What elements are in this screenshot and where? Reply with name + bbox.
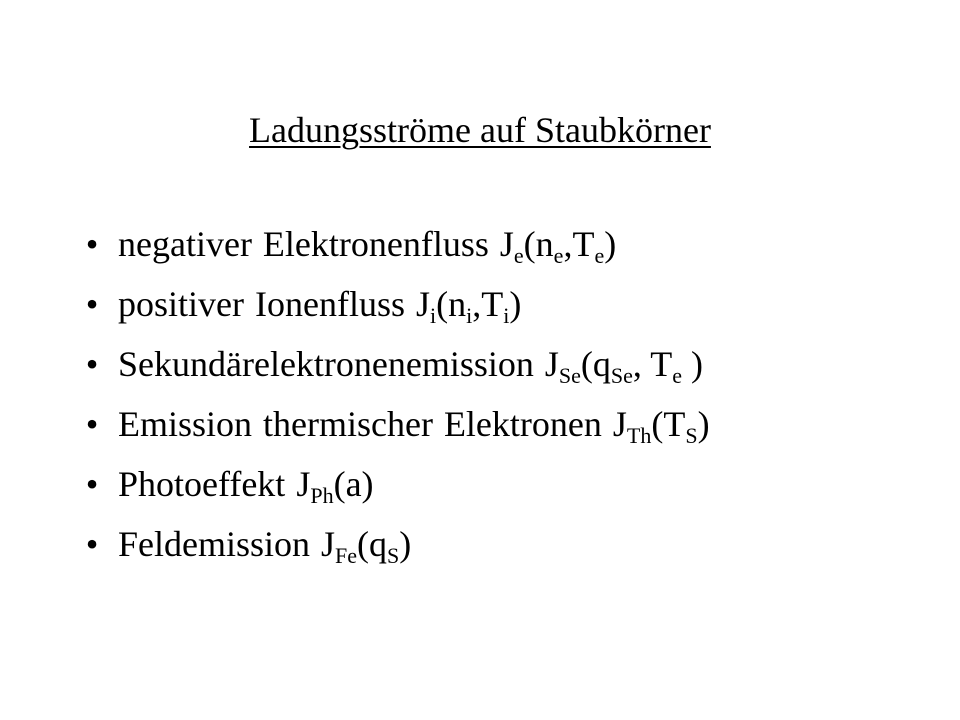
formula-text: (n (523, 224, 554, 264)
bullet-text: positiver Ionenfluss (118, 284, 416, 324)
bullet-text: Feldemission (118, 524, 322, 564)
bullet-formula (321, 524, 412, 568)
bullet-formula (499, 224, 617, 268)
bullet-list (82, 220, 710, 580)
bullet-text: Sekundärelektronenemission (118, 344, 545, 384)
formula-subscript: Se (610, 363, 633, 388)
bullet-formula (544, 344, 704, 388)
formula-text: J (544, 344, 559, 384)
formula-text: (n (436, 284, 467, 324)
formula-subscript: e (672, 363, 683, 388)
formula-text: , T (632, 344, 673, 384)
formula-text: J (321, 524, 336, 564)
formula-subscript: e (594, 243, 605, 268)
formula-subscript: i (466, 303, 473, 328)
bullet-icon: • (85, 524, 99, 564)
formula-text: ,T (563, 224, 595, 264)
formula-text: ,T (472, 284, 504, 324)
formula-text: (q (357, 524, 388, 564)
bullet-text: negativer Elektronenfluss (118, 224, 500, 264)
slide-title (0, 106, 960, 154)
formula-text: ) (509, 284, 522, 324)
formula-text: (T (651, 404, 686, 444)
bullet-text: Emission thermischer Elektronen (118, 404, 613, 444)
bullet-item (82, 220, 710, 280)
bullet-item (82, 520, 710, 580)
bullet-item (82, 280, 710, 340)
bullet-icon: • (85, 464, 99, 504)
formula-text: J (612, 404, 627, 444)
bullet-formula (612, 404, 710, 448)
bullet-item (82, 460, 710, 520)
bullet-formula (415, 284, 522, 328)
formula-subscript: i (503, 303, 510, 328)
formula-text: (a) (333, 464, 374, 504)
formula-text: ) (399, 524, 412, 564)
formula-subscript: e (513, 243, 524, 268)
formula-subscript: S (387, 543, 400, 568)
formula-text: J (296, 464, 311, 504)
formula-subscript: i (429, 303, 437, 328)
formula-subscript: Fe (335, 543, 358, 568)
bullet-text: Photoeffekt (118, 464, 297, 504)
bullet-icon: • (85, 284, 99, 324)
formula-text: J (499, 224, 514, 264)
formula-subscript: Ph (310, 483, 334, 508)
bullet-item (82, 400, 710, 460)
formula-text: ) (682, 344, 704, 384)
bullet-formula (296, 464, 374, 508)
formula-subscript: Se (558, 363, 581, 388)
formula-text: ) (604, 224, 617, 264)
formula-subscript: Th (626, 423, 652, 448)
bullet-icon: • (85, 404, 99, 444)
bullet-icon: • (85, 344, 99, 384)
bullet-icon: • (85, 224, 99, 264)
formula-subscript: e (553, 243, 564, 268)
formula-text: J (415, 284, 430, 324)
bullet-item (82, 340, 710, 400)
formula-text: ) (697, 404, 710, 444)
formula-subscript: S (685, 423, 698, 448)
formula-text: (q (580, 344, 611, 384)
slide-title-text: Ladungsströme auf Staubkörner (249, 110, 711, 150)
